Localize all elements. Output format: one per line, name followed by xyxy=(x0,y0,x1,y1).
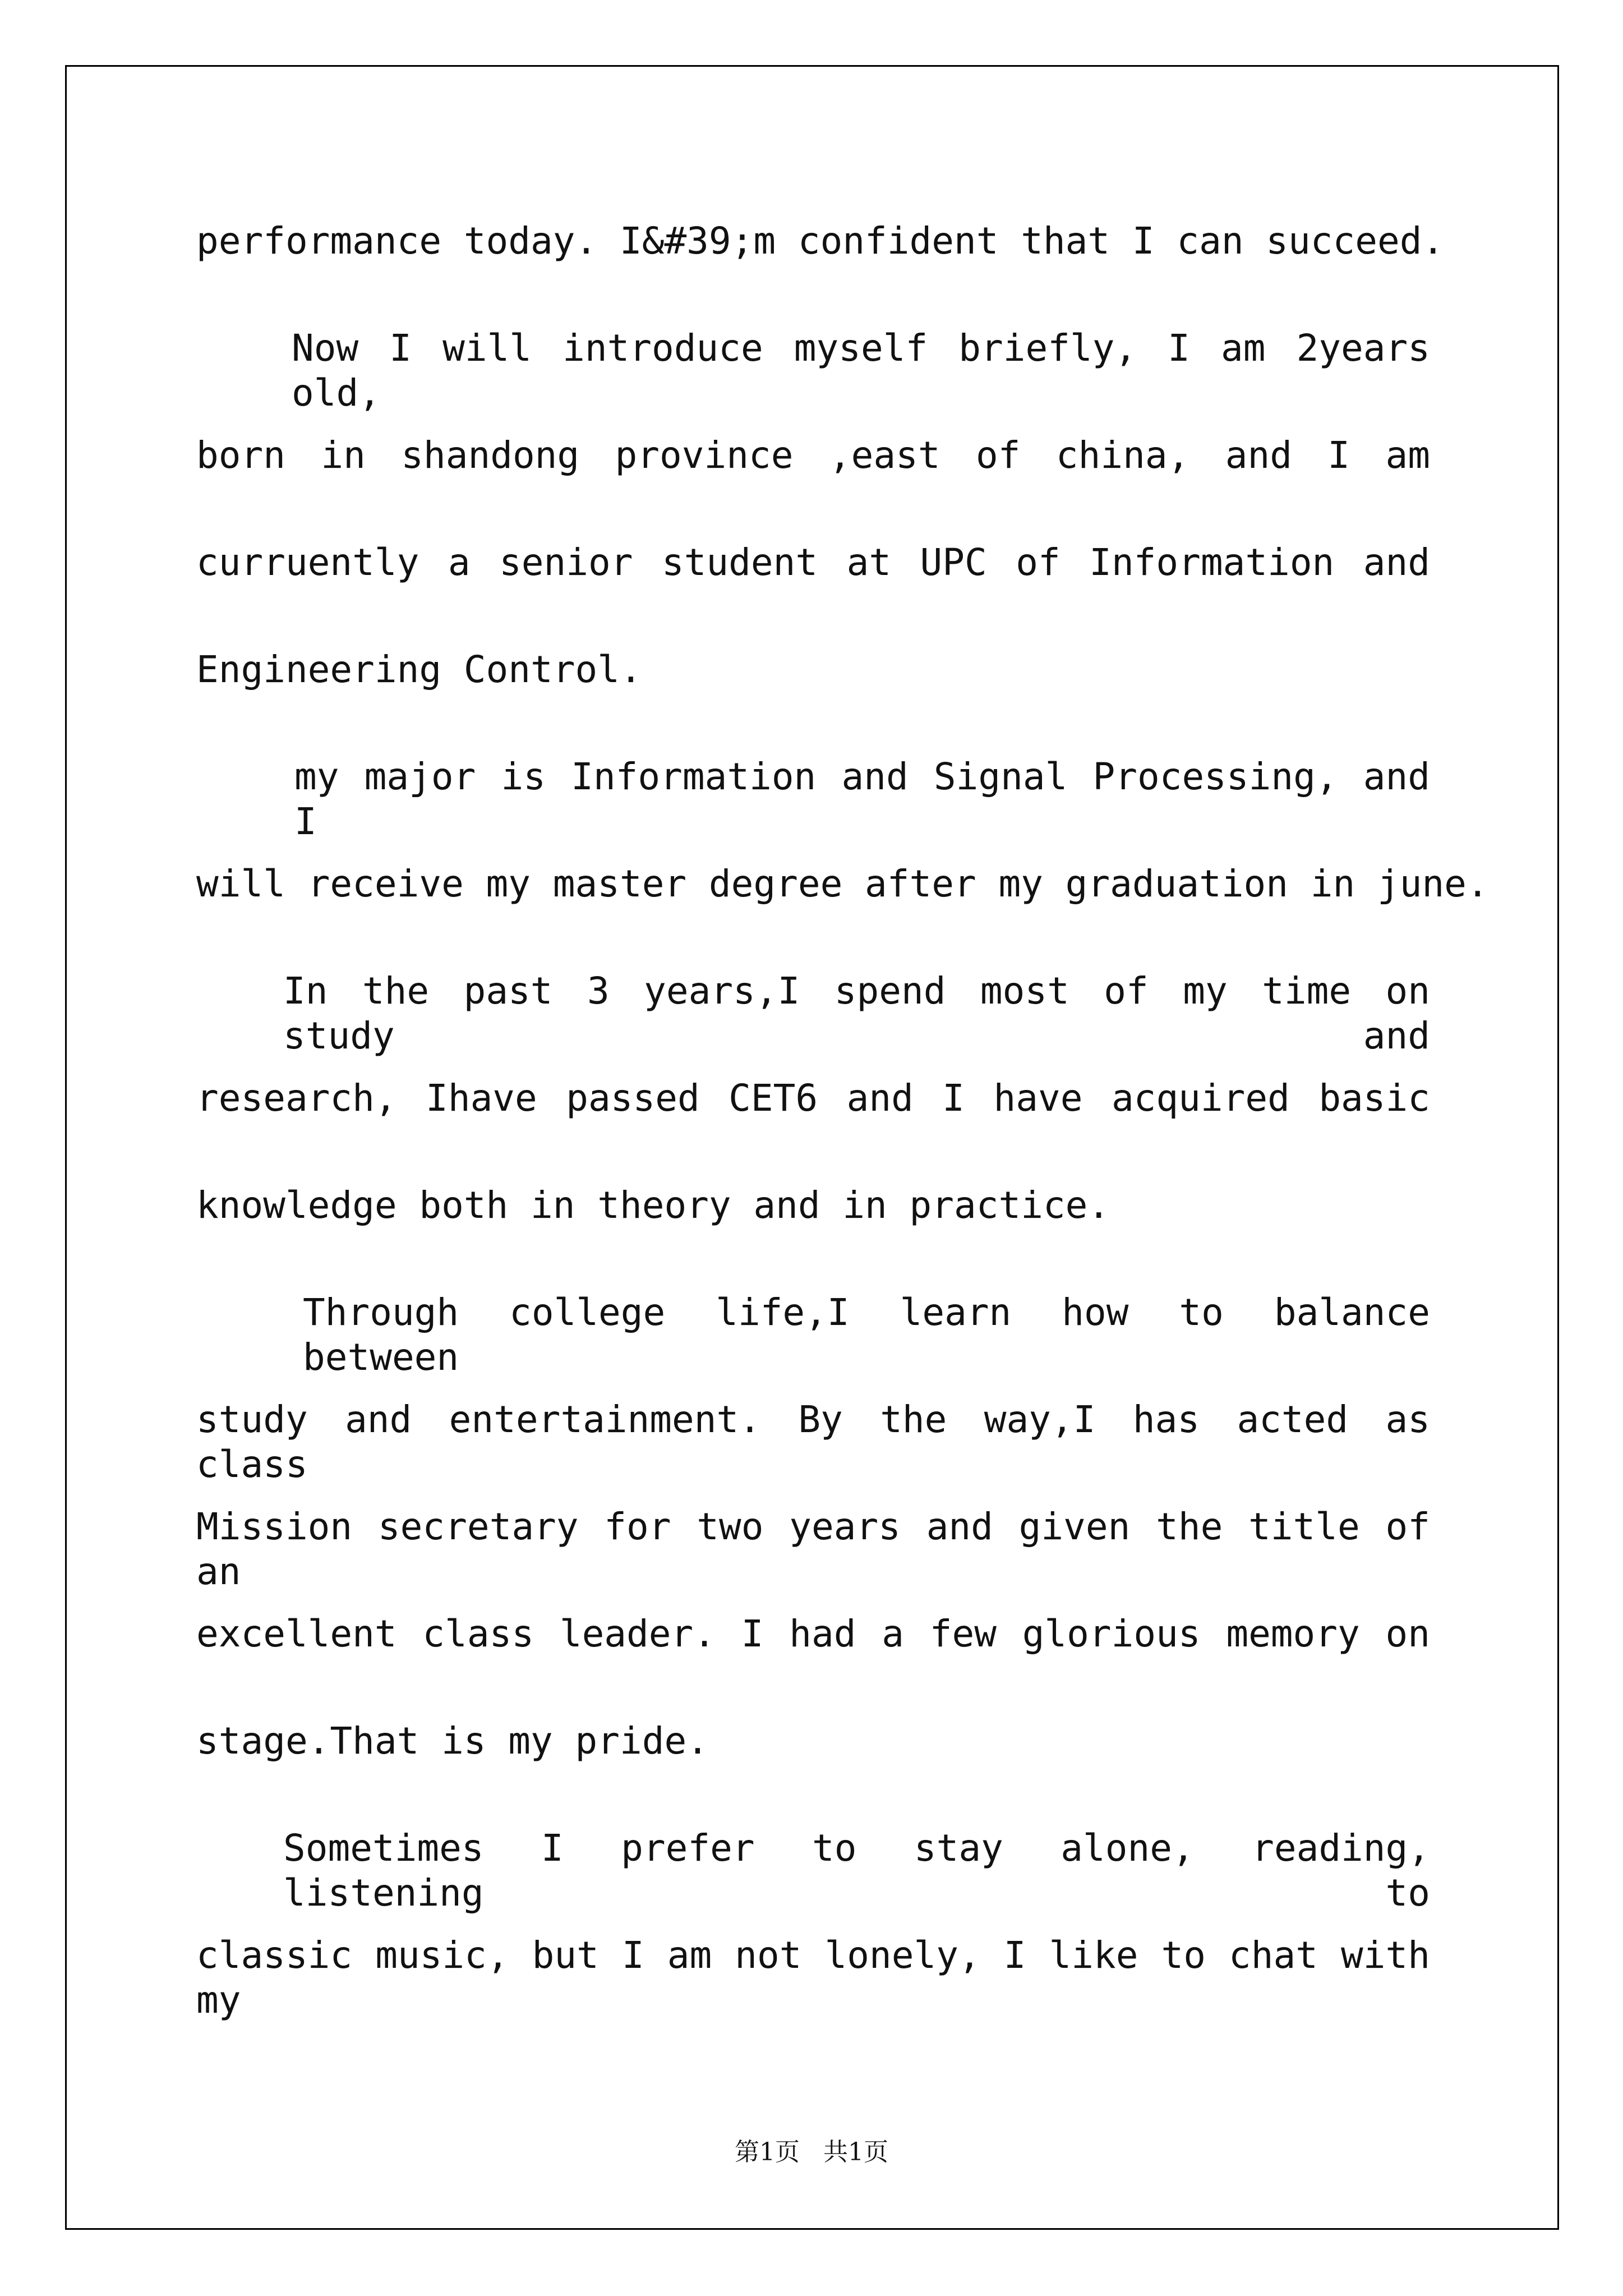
text-line: will receive my master degree after my graduation in june. xyxy=(196,862,1489,905)
text-line: knowledge both in theory and in practice. xyxy=(196,1184,1110,1227)
text-line: my major is Information and Signal Processing, and I xyxy=(294,755,1430,843)
text-line: excellent class leader. I had a few glorious memory on xyxy=(196,1612,1430,1655)
text-line: classic music, but I am not lonely, I like to chat with my xyxy=(196,1934,1430,2022)
text-line: Engineering Control. xyxy=(196,648,642,691)
text-line: curruently a senior student at UPC of Information and xyxy=(196,541,1430,584)
page-footer: 第1页 共1页 xyxy=(735,2138,888,2166)
text-line: Now I will introduce myself briefly, I am 2years old, xyxy=(292,326,1430,415)
text-line: study and entertainment. By the way,I has acted as class xyxy=(196,1398,1430,1486)
text-line: Through college life,I learn how to balance between xyxy=(303,1291,1430,1379)
text-line: born in shandong province ,east of china, and I am xyxy=(196,434,1430,477)
text-line: research, Ihave passed CET6 and I have acquired basic xyxy=(196,1076,1430,1120)
text-line: In the past 3 years,I spend most of my time on study and xyxy=(283,969,1430,1057)
text-line: performance today. I&#39;m confident that I can succeed. xyxy=(196,219,1445,263)
text-line: Mission secretary for two years and given the title of an xyxy=(196,1505,1430,1593)
text-line: stage.That is my pride. xyxy=(196,1719,709,1763)
text-line: Sometimes I prefer to stay alone, reading, listening to xyxy=(283,1826,1430,1915)
